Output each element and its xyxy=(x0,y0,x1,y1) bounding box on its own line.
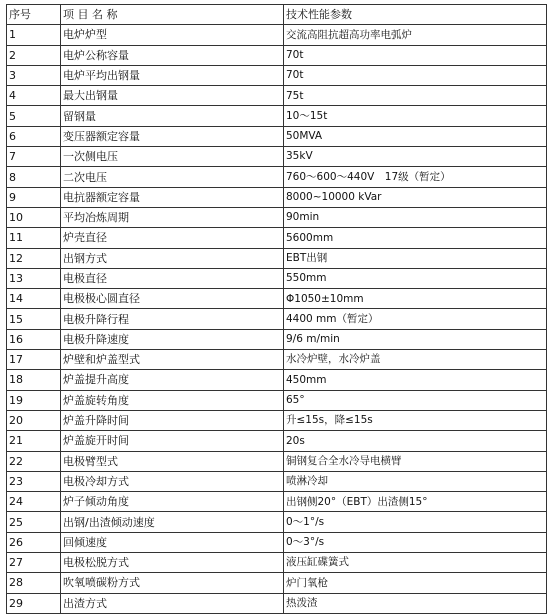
row-item-name: 电极直径 xyxy=(61,268,284,288)
table-row xyxy=(7,45,547,65)
row-item-name: 电炉公称容量 xyxy=(61,45,284,65)
row-item-name: 最大出钢量 xyxy=(61,86,284,106)
row-index: 6 xyxy=(7,126,61,146)
row-index: 23 xyxy=(7,471,61,491)
row-spec-value: 65° xyxy=(284,390,547,410)
row-index: 16 xyxy=(7,329,61,349)
row-index: 11 xyxy=(7,228,61,248)
row-item-name: 电极极心圆直径 xyxy=(61,289,284,309)
row-item-name: 一次侧电压 xyxy=(61,147,284,167)
row-item-name: 出钢方式 xyxy=(61,248,284,268)
row-item-name: 炉盖提升高度 xyxy=(61,370,284,390)
table-row xyxy=(7,512,547,532)
row-index: 8 xyxy=(7,167,61,187)
row-index: 12 xyxy=(7,248,61,268)
row-index: 13 xyxy=(7,268,61,288)
row-item-name: 电炉平均出钢量 xyxy=(61,65,284,85)
row-spec-value: 550mm xyxy=(284,268,547,288)
row-index: 5 xyxy=(7,106,61,126)
row-spec-value: 90min xyxy=(284,207,547,227)
row-spec-value: 75t xyxy=(284,86,547,106)
table-row xyxy=(7,329,547,349)
row-index: 3 xyxy=(7,65,61,85)
table-row xyxy=(7,248,547,268)
row-index: 7 xyxy=(7,147,61,167)
row-spec-value: 出钢侧20°（EBT）出渣侧15° xyxy=(284,492,547,512)
table-row xyxy=(7,309,547,329)
row-index: 9 xyxy=(7,187,61,207)
row-item-name: 炉壳直径 xyxy=(61,228,284,248)
row-spec-value: 4400 mm（暂定） xyxy=(284,309,547,329)
row-item-name: 电极升降速度 xyxy=(61,329,284,349)
table-row xyxy=(7,106,547,126)
header-index: 序号 xyxy=(7,5,61,25)
header-row xyxy=(7,5,547,25)
row-item-name: 出渣方式 xyxy=(61,593,284,613)
row-spec-value: 0～1°/s xyxy=(284,512,547,532)
row-item-name: 炉子倾动角度 xyxy=(61,492,284,512)
table-row xyxy=(7,390,547,410)
row-index: 17 xyxy=(7,350,61,370)
table-row xyxy=(7,289,547,309)
row-item-name: 二次电压 xyxy=(61,167,284,187)
table-row xyxy=(7,471,547,491)
table-row xyxy=(7,187,547,207)
row-spec-value: 35kV xyxy=(284,147,547,167)
row-index: 25 xyxy=(7,512,61,532)
row-spec-value: 0～3°/s xyxy=(284,532,547,552)
table-row xyxy=(7,65,547,85)
table-row xyxy=(7,410,547,430)
row-item-name: 炉壁和炉盖型式 xyxy=(61,350,284,370)
row-spec-value: 升≤15s，降≤15s xyxy=(284,410,547,430)
row-spec-value: EBT出钢 xyxy=(284,248,547,268)
row-index: 27 xyxy=(7,553,61,573)
row-item-name: 回倾速度 xyxy=(61,532,284,552)
table-row xyxy=(7,350,547,370)
row-spec-value: 铜钢复合全水冷导电横臂 xyxy=(284,451,547,471)
table-row xyxy=(7,431,547,451)
row-item-name: 电极臂型式 xyxy=(61,451,284,471)
row-index: 26 xyxy=(7,532,61,552)
row-item-name: 电极升降行程 xyxy=(61,309,284,329)
row-item-name: 电极冷却方式 xyxy=(61,471,284,491)
row-spec-value: 50MVA xyxy=(284,126,547,146)
table-row xyxy=(7,573,547,593)
row-index: 29 xyxy=(7,593,61,613)
row-index: 2 xyxy=(7,45,61,65)
row-spec-value: 760～600～440V 17级（暂定） xyxy=(284,167,547,187)
table-row xyxy=(7,593,547,613)
row-spec-value: 70t xyxy=(284,45,547,65)
table-row xyxy=(7,553,547,573)
table-row xyxy=(7,370,547,390)
row-spec-value: 70t xyxy=(284,65,547,85)
row-item-name: 电极松脱方式 xyxy=(61,553,284,573)
row-index: 19 xyxy=(7,390,61,410)
row-spec-value: 5600mm xyxy=(284,228,547,248)
header-spec: 技术性能参数 xyxy=(284,5,547,25)
row-item-name: 炉盖旋转角度 xyxy=(61,390,284,410)
row-item-name: 炉盖旋开时间 xyxy=(61,431,284,451)
table-row xyxy=(7,228,547,248)
row-spec-value: 热泼渣 xyxy=(284,593,547,613)
row-item-name: 电炉炉型 xyxy=(61,25,284,45)
row-item-name: 留钢量 xyxy=(61,106,284,126)
row-spec-value: 450mm xyxy=(284,370,547,390)
row-item-name: 炉盖升降时间 xyxy=(61,410,284,430)
row-index: 21 xyxy=(7,431,61,451)
table-row xyxy=(7,167,547,187)
row-spec-value: 炉门氧枪 xyxy=(284,573,547,593)
specs-table xyxy=(6,4,547,614)
table-row xyxy=(7,147,547,167)
row-spec-value: 8000~10000 kVar xyxy=(284,187,547,207)
row-item-name: 电抗器额定容量 xyxy=(61,187,284,207)
table-row xyxy=(7,532,547,552)
row-spec-value: 20s xyxy=(284,431,547,451)
row-index: 18 xyxy=(7,370,61,390)
row-index: 10 xyxy=(7,207,61,227)
table-row xyxy=(7,268,547,288)
table-body xyxy=(7,25,547,614)
table-row xyxy=(7,86,547,106)
row-item-name: 变压器额定容量 xyxy=(61,126,284,146)
table-row xyxy=(7,126,547,146)
row-item-name: 出钢/出渣倾动速度 xyxy=(61,512,284,532)
row-spec-value: 10～15t xyxy=(284,106,547,126)
table-row xyxy=(7,25,547,45)
row-index: 15 xyxy=(7,309,61,329)
row-index: 24 xyxy=(7,492,61,512)
table-row xyxy=(7,207,547,227)
row-index: 4 xyxy=(7,86,61,106)
row-index: 1 xyxy=(7,25,61,45)
row-index: 20 xyxy=(7,410,61,430)
row-index: 22 xyxy=(7,451,61,471)
header-item-name: 项 目 名 称 xyxy=(61,5,284,25)
row-spec-value: 交流高阻抗超高功率电弧炉 xyxy=(284,25,547,45)
row-item-name: 平均冶炼周期 xyxy=(61,207,284,227)
table-row xyxy=(7,492,547,512)
row-spec-value: 喷淋冷却 xyxy=(284,471,547,491)
row-item-name: 吹氧喷碳粉方式 xyxy=(61,573,284,593)
row-spec-value: Φ1050±10mm xyxy=(284,289,547,309)
row-spec-value: 9/6 m/min xyxy=(284,329,547,349)
row-index: 14 xyxy=(7,289,61,309)
table-row xyxy=(7,451,547,471)
row-index: 28 xyxy=(7,573,61,593)
row-spec-value: 水冷炉壁，水冷炉盖 xyxy=(284,350,547,370)
row-spec-value: 液压缸碟簧式 xyxy=(284,553,547,573)
